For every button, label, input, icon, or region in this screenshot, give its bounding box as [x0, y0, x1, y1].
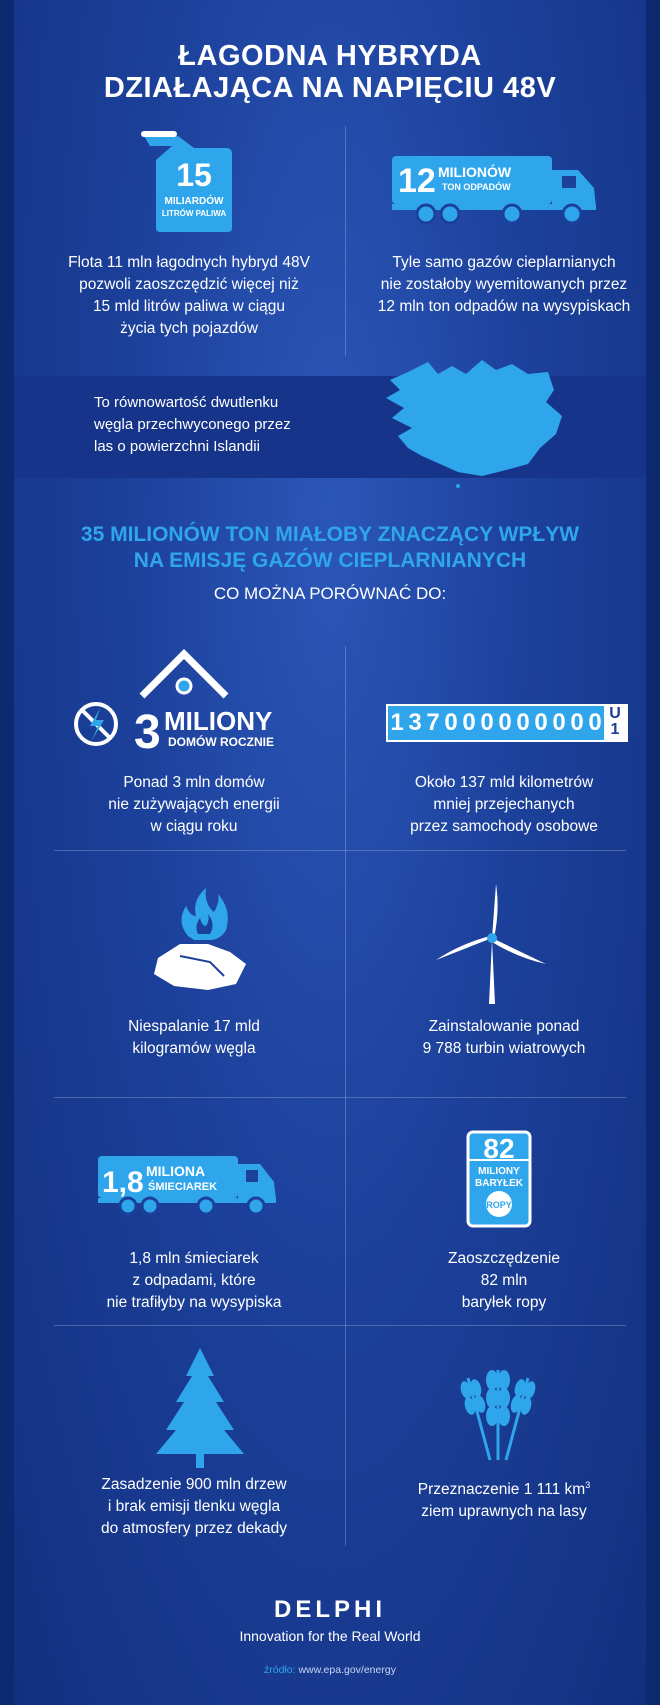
coal-fire-icon: [150, 886, 250, 992]
km-caption-line: mniej przejechanych: [433, 796, 575, 813]
divider-row-1: [54, 850, 626, 851]
coal-caption-line: Niespalanie 17 mld: [128, 1018, 260, 1035]
source-url[interactable]: www.epa.gov/energy: [298, 1664, 396, 1676]
wind-caption: [359, 1016, 649, 1060]
farm-caption-line: ziem uprawnych na lasy: [421, 1503, 587, 1521]
odometer-digit: 0: [516, 709, 530, 736]
odometer-digit: 0: [570, 709, 584, 736]
wind-caption-line: Zainstalowanie ponad: [428, 1018, 580, 1035]
fuel-caption-line: życia tych pojazdów: [120, 320, 258, 337]
page-title: [14, 40, 646, 104]
garbage-truck-small-icon: [98, 1150, 282, 1218]
tagline: Innovation for the Real World: [239, 1628, 421, 1644]
homes-big-number: 3: [134, 706, 161, 758]
trees-caption-line: Zasadzenie 900 mln drzew: [101, 1476, 287, 1493]
waste-caption-line: 12 mln ton odpadów na wysypiskach: [377, 298, 631, 315]
oil-caption-line: 82 mln: [480, 1272, 528, 1289]
farm-caption: [359, 1474, 649, 1523]
km-caption-line: przez samochody osobowe: [410, 818, 598, 835]
fuel-big-number: 15: [176, 157, 212, 193]
fuel-unit-2: LITRÓW PALIWA: [161, 209, 227, 218]
trucks-unit-2: ŚMIECIAREK: [148, 1181, 218, 1193]
iceland-map-icon: [378, 352, 568, 490]
odometer-digit: 0: [462, 709, 476, 736]
odometer-digit: 1: [390, 709, 404, 736]
fuel-unit-1: MILIARDÓW: [164, 196, 224, 207]
divider-row-2: [54, 1097, 626, 1098]
wheat-icon: [450, 1360, 546, 1462]
fuel-caption-line: 15 mld litrów paliwa w ciągu: [92, 298, 286, 315]
odometer-digit: 0: [444, 709, 458, 736]
odometer-icon: [386, 704, 628, 742]
farm-caption-line: [359, 1474, 649, 1501]
oil-barrel-icon: [466, 1130, 532, 1228]
homes-unit-1: MILIONY: [164, 706, 273, 736]
homes-caption-line: Ponad 3 mln domów: [123, 774, 265, 791]
oil-label: ROPY: [486, 1200, 512, 1210]
pine-tree-icon: [152, 1346, 248, 1470]
headline-line-1: 35 MILIONÓW TON MIAŁOBY ZNACZĄCY WPŁYW: [80, 523, 580, 546]
waste-caption: [359, 252, 649, 318]
odometer-digit: 0: [534, 709, 548, 736]
title-line-1: ŁAGODNA HYBRYDA: [178, 40, 482, 72]
odometer-digit: 0: [480, 709, 494, 736]
farm-caption-text: Przeznaczenie 1 111 km: [417, 1481, 586, 1499]
trucks-unit-1: MILIONA: [146, 1163, 206, 1179]
trucks-caption-line: 1,8 mln śmieciarek: [129, 1250, 259, 1267]
odometer-digit: 0: [552, 709, 566, 736]
trees-caption: [54, 1474, 334, 1540]
homes-caption: [54, 772, 334, 838]
homes-unit-2: DOMÓW ROCZNIE: [168, 735, 274, 749]
waste-unit-1: MILIONÓW: [438, 164, 512, 180]
garbage-truck-icon: [392, 152, 602, 228]
farm-caption-superscript: 3: [585, 1480, 591, 1490]
trees-caption-line: do atmosfery przez dekady: [100, 1520, 288, 1537]
oil-unit-2: BARYŁEK: [475, 1178, 523, 1189]
headline-sub: CO MOŻNA PORÓWNAĆ DO:: [213, 584, 447, 603]
iceland-caption: [94, 392, 354, 458]
coal-caption: [54, 1016, 334, 1060]
divider-vertical-top: [345, 126, 346, 356]
km-caption: [359, 772, 649, 838]
odometer-digit: 0: [588, 709, 602, 736]
odometer-unit-bottom: 1: [610, 721, 620, 738]
odometer-unit: [604, 706, 626, 740]
homes-caption-line: nie zużywających energii: [108, 796, 280, 813]
km-caption-line: Około 137 mld kilometrów: [414, 774, 594, 791]
source-label: źródło:: [264, 1664, 296, 1676]
trucks-caption-line: z odpadami, które: [132, 1272, 256, 1289]
waste-big-number: 12: [398, 162, 436, 200]
headline-line-2: NA EMISJĘ GAZÓW CIEPLARNIANYCH: [133, 549, 527, 572]
oil-big-number: 82: [483, 1133, 515, 1164]
waste-unit-2: TON ODPADÓW: [442, 182, 511, 192]
delphi-logo: DELPHI: [273, 1596, 386, 1623]
wind-caption-line: 9 788 turbin wiatrowych: [422, 1040, 586, 1057]
odometer-digit: 3: [408, 709, 422, 736]
oil-unit-1: MILIONY: [478, 1166, 520, 1177]
coal-caption-line: kilogramów węgla: [132, 1040, 256, 1057]
iceland-caption-line: To równowartość dwutlenku: [94, 394, 279, 411]
oil-caption: [359, 1248, 649, 1314]
odometer-digit: 7: [426, 709, 440, 736]
odometer-unit-top: U: [609, 705, 621, 722]
waste-caption-line: Tyle samo gazów cieplarnianych: [392, 254, 616, 271]
iceland-caption-line: las o powierzchni Islandii: [94, 438, 260, 455]
oil-caption-line: baryłek ropy: [461, 1294, 547, 1311]
trucks-caption: [54, 1248, 334, 1314]
waste-caption-line: nie zostałoby wyemitowanych przez: [380, 276, 628, 293]
fuel-caption-line: pozwoli zaoszczędzić więcej niż: [79, 276, 299, 293]
wind-turbine-icon: [434, 880, 550, 1004]
trees-caption-line: i brak emisji tlenku węgla: [107, 1498, 281, 1515]
odometer-digit: 0: [498, 709, 512, 736]
oil-caption-line: Zaoszczędzenie: [447, 1250, 560, 1267]
source-note: [14, 1664, 646, 1676]
house-icon: [72, 648, 302, 758]
fuel-can-icon: [138, 130, 238, 234]
trucks-big-number: 1,8: [102, 1166, 144, 1199]
fuel-caption: [44, 252, 334, 340]
divider-row-3: [54, 1325, 626, 1326]
divider-vertical-grid: [345, 646, 346, 1546]
trucks-caption-line: nie trafiłyby na wysypiska: [106, 1294, 282, 1311]
homes-caption-line: w ciągu roku: [150, 818, 238, 835]
title-line-2: DZIAŁAJĄCA NA NAPIĘCIU 48V: [103, 72, 557, 104]
fuel-caption-line: Flota 11 mln łagodnych hybryd 48V: [68, 254, 310, 271]
iceland-caption-line: węgla przechwyconego przez: [94, 416, 291, 433]
headline: [14, 522, 646, 574]
